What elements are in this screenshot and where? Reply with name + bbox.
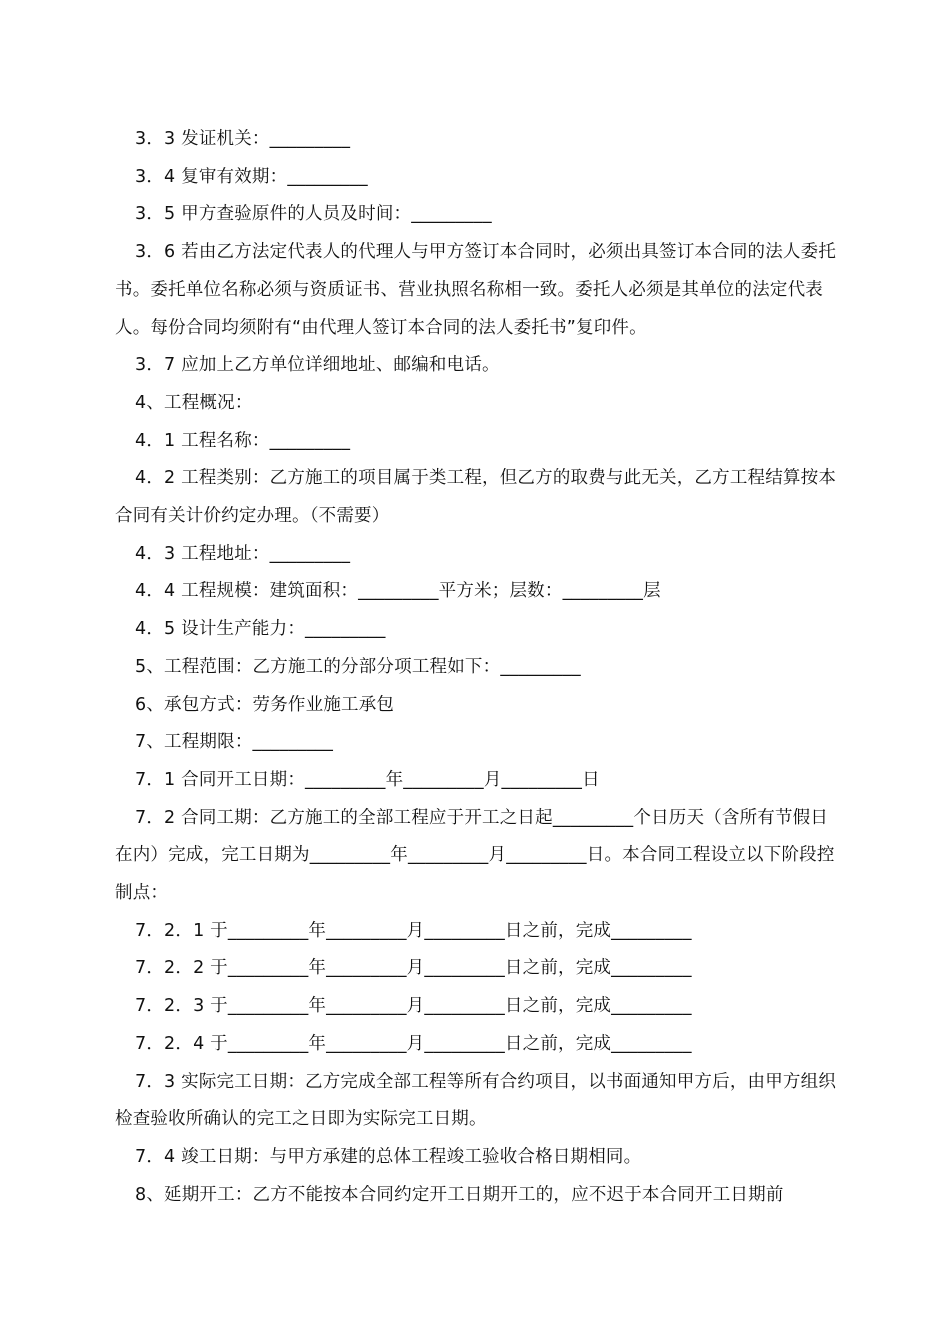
clause-3-4: 3．4 复审有效期：_________ [135,166,368,187]
clause-7-2-3: 7．2．3 于_________年_________月_________日之前，完成_________ [135,996,692,1017]
clause-3-6: 3．6 若由乙方法定代表人的代理人与甲方签订本合同时，必须出具签订本合同的法人委托书。委托单位名称必须与资质证书、营业执照名称相一致。委托人必须是其单位的法定代表人。每份合同均须附有“由代理人签订本合同的法人委托书”复印件。 [115,242,837,338]
clause-7-1: 7．1 合同开工日期：_________年_________月_________日 [135,769,600,790]
contract-body [115,121,845,1214]
clause-4-3: 4．3 工程地址：_________ [135,543,351,564]
clause-7-2-2: 7．2．2 于_________年_________月_________日之前，完成_________ [135,958,692,979]
clause-7-2-4: 7．2．4 于_________年_________月_________日之前，完成_________ [135,1033,692,1054]
clause-7-2: 7．2 合同工期：乙方施工的全部工程应于开工之日起_________个日历天（含所有节假日在内）完成，完工日期为_________年_________月_________日。本合同工程设立以下阶段控制点： [115,807,835,904]
clause-3-5: 3．5 甲方查验原件的人员及时间：_________ [135,204,492,225]
clause-7-3: 7．3 实际完工日期：乙方完成全部工程等所有合约项目，以书面通知甲方后，由甲方组织检查验收所确认的完工之日即为实际完工日期。 [115,1071,837,1130]
clause-7-2-1: 7．2．1 于_________年_________月_________日之前，完成_________ [135,920,692,941]
clause-3-3: 3．3 发证机关：_________ [135,129,351,149]
section-7-heading: 7、工程期限：_________ [135,732,334,753]
clause-4-2: 4．2 工程类别：乙方施工的项目属于类工程，但乙方的取费与此无关，乙方工程结算按本合同有关计价约定办理。（不需要） [115,468,837,527]
section-4-heading: 4、工程概况： [135,392,253,413]
section-6: 6、承包方式：劳务作业施工承包 [135,694,395,715]
clause-7-4: 7．4 竣工日期：与甲方承建的总体工程竣工验收合格日期相同。 [135,1146,642,1167]
clause-4-5: 4．5 设计生产能力：_________ [135,619,386,640]
section-5: 5、工程范围：乙方施工的分部分项工程如下：_________ [135,656,581,677]
section-8: 8、延期开工：乙方不能按本合同约定开工日期开工的，应不迟于本合同开工日期前 [135,1184,784,1205]
clause-3-7: 3．7 应加上乙方单位详细地址、邮编和电话。 [135,355,500,376]
clause-4-4: 4．4 工程规模：建筑面积：_________平方米；层数：_________层 [135,581,661,602]
clause-4-1: 4．1 工程名称：_________ [135,430,351,451]
